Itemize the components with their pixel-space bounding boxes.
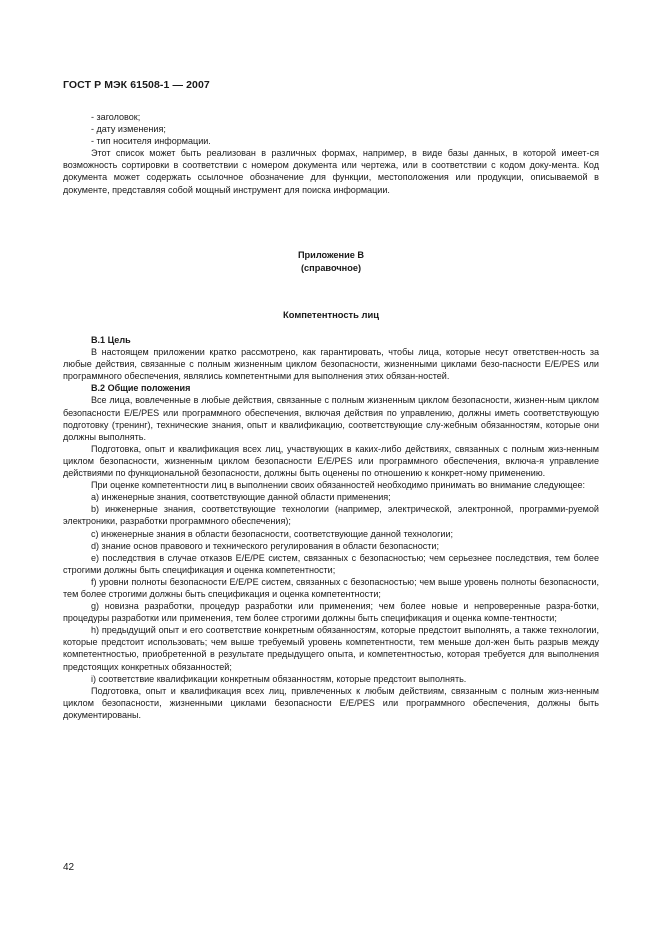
b2-paragraph: Подготовка, опыт и квалификация всех лиц, участвующих в каких-либо действиях, связанных с полным жиз-ненным циклом безопасности, жизненным циклом безопасности E/E/PES или программного обеспечения, включа-я управление действиями по функциональной безопасности, должны быть оценены по отношению к конкрет-ному применению. [63,443,599,479]
appendix-heading [63,249,599,275]
list-item: - тип носителя информации. [91,136,211,147]
section-title: Компетентность лиц [283,309,379,320]
intro-paragraph: Этот список может быть реализован в различных формах, например, в виде базы данных, в которой имеет-ся возможность сортировки в соответствии с номером документа или чертежа, или в соответствии с кодом доку-мента. Код документа может содержать ссылочное обозначение для функции, местоположения или продукции, описываемой в документе, представляя собой мощный инструмент для поиска информации. [63,148,599,195]
criteria-item: h) предыдущий опыт и его соответствие конкретным обязанностям, которые предстоит выполнять, а также технологии, которые предстоит использовать; чем выше требуемый уровень компетентности, тем меньше дол-жен быть разрыв между компетентностью, приобретенной в результате предыдущего опыта, и компетентностью, которая требуется для выполнения предстоящих конкретных обязанностей; [63,625,599,672]
page-number: 42 [63,862,75,873]
criteria-item: g) новизна разработки, процедур разработки или применения; чем более новые и непроверенные разра-ботки, процедуры разработки или применения, тем более строгими должны быть спецификация и оценка компе-тентности; [63,601,599,624]
body-block [63,334,599,721]
document-header: ГОСТ Р МЭК 61508-1 — 2007 [63,79,210,91]
b1-heading: В.1 Цель [91,335,131,345]
criteria-item: а) инженерные знания, соответствующие данной области применения; [91,492,391,503]
criteria-item: с) инженерные знания в области безопасности, соответствующие данной технологии; [91,528,454,539]
criteria-item: d) знание основ правового и технического регулирования в области безопасности; [91,540,439,551]
criteria-item: i) соответствие квалификации конкретным обязанностям, которые предстоит выполнять. [91,673,467,684]
list-item: - дату изменения; [91,124,166,135]
criteria-item: f) уровни полноты безопасности E/E/PE систем, связанных с безопасностью; чем выше уровень полноты безопасности, тем более строгими должны быть спецификация и оценка компетентности; [63,576,599,599]
appendix-label: Приложение В [297,250,365,260]
criteria-item: е) последствия в случае отказов E/E/PE систем, связанных с безопасностью; чем серьезнее последствия, тем более строгими должны быть спецификация и оценка компетентности; [63,552,599,575]
b2-paragraph: Все лица, вовлеченные в любые действия, связанные с полным жизненным циклом безопасности, жизнен-ным циклом безопасности E/E/PES или программного обеспечения, включая действия по управлению, должны иметь соответствующую подготовку (тренинг), технические знания, опыт и квалификацию, соответствующие слу-жебным обязанностям, которые они должны выполнять. [63,395,599,442]
b2-heading: В.2 Общие положения [91,383,191,394]
list-item: - заголовок; [91,112,141,122]
b2-paragraph: При оценке компетентности лиц в выполнении своих обязанностей необходимо принимать во внимание следующее: [91,480,586,491]
criteria-item: b) инженерные знания, соответствующие технологии (например, электрической, электронной, программи-руемой электроники, разработки программного обеспечения); [63,504,599,527]
appendix-type: (справочное) [300,263,361,273]
b2-paragraph: Подготовка, опыт и квалификация всех лиц, привлеченных к любым действиям, связанным с полным жиз-ненным циклом безопасности, жизненными циклами безопасности E/E/PES или программного обеспечения, должны быть документированы. [63,685,599,720]
intro-block [63,111,599,196]
b1-text: В настоящем приложении кратко рассмотрено, как гарантировать, чтобы лица, которые несут ответствен-ность за любые действия, связанные с полным жизненным циклом безопасности, жизненными циклами безо-пасности E/E/PES или программного обеспечения, являлись компетентными для выполнения этих обязан-ностей. [63,347,599,382]
